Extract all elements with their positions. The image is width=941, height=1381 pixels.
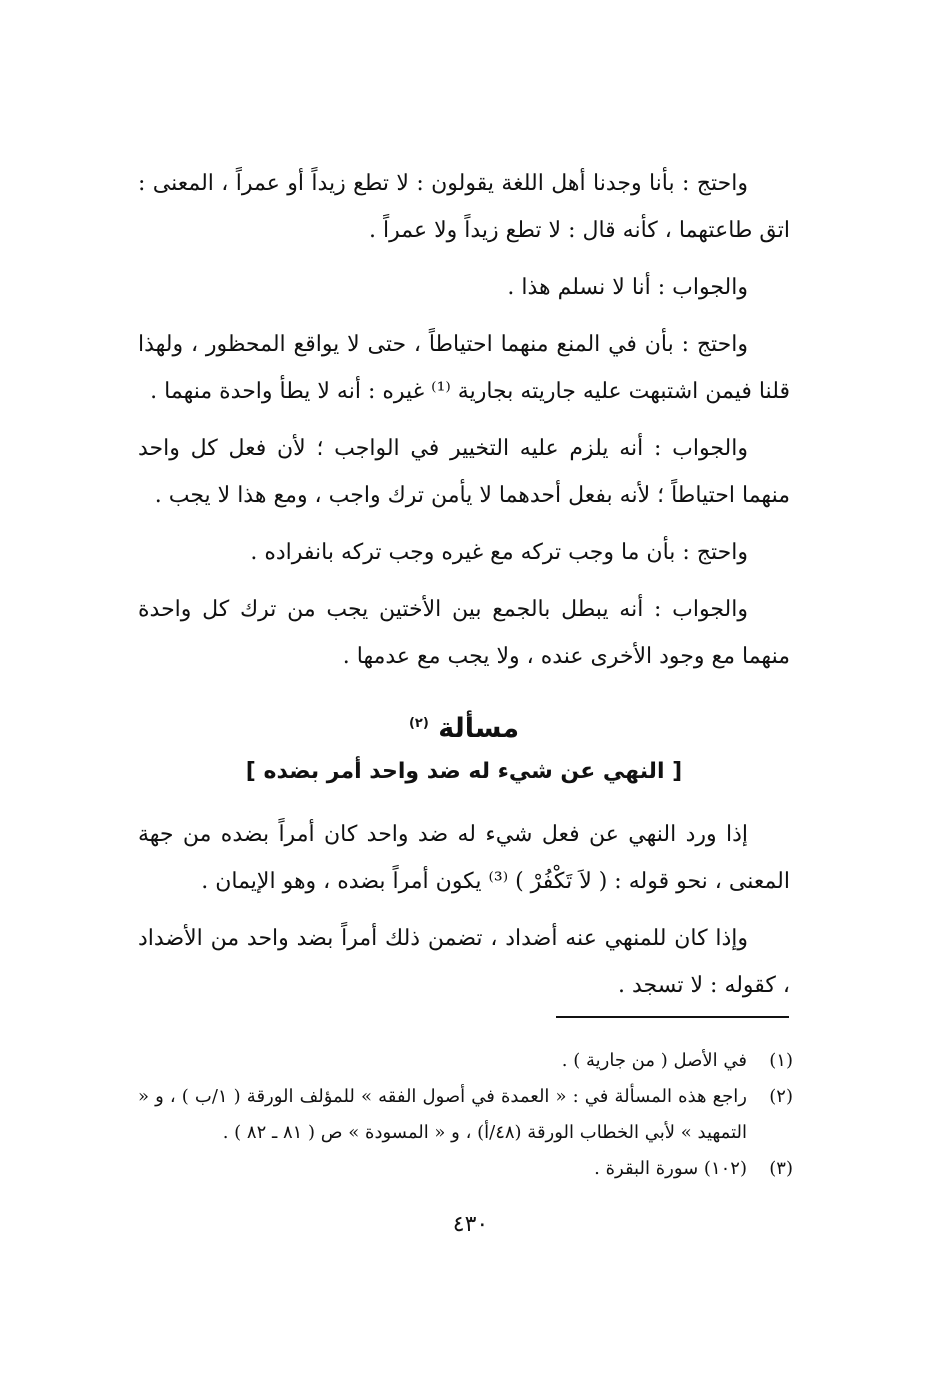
- main-text: [138, 160, 790, 1019]
- footnote-number: (١): [769, 1050, 793, 1071]
- footnote-number: (٣): [769, 1158, 793, 1179]
- paragraph-3: واحتج : بأن في المنع منهما احتياطاً ، حتى لا يواقع المحظور ، ولهذا قلنا فيمن اشتبهت عليه جاريته بجارية ⁽¹⁾ غيره : أنه لا يطأ واحدة منهما .: [138, 332, 790, 404]
- footnote-text: راجع هذه المسألة في : « العمدة في أصول الفقه » للمؤلف الورقة ( ١/ب ) ، و « التمهيد » لأبي الخطاب الورقة (٤٨/أ) ، و « المسودة » ص ( ٨١ ـ ٨٢ ) .: [138, 1086, 748, 1143]
- paragraph-6: والجواب : أنه يبطل بالجمع بين الأختين يجب من ترك كل واحدة منهما مع وجود الأخرى عنده ، ولا يجب مع عدمها .: [138, 597, 790, 669]
- footnote-number: (٢): [769, 1086, 793, 1107]
- paragraph-2: والجواب : أنا لا نسلم هذا .: [507, 275, 748, 300]
- footnote-text: (١٠٢) سورة البقرة .: [594, 1158, 747, 1179]
- section-title: [138, 702, 790, 751]
- section-subtitle: [ النهي عن شيء له ضد واحد أمر بضده ]: [245, 759, 683, 784]
- paragraph-8: وإذا كان للمنهي عنه أضداد ، تضمن ذلك أمراً بضد واحد من الأضداد ، كقوله : لا تسجد .: [138, 926, 790, 998]
- paragraph-5: واحتج : بأن ما وجب تركه مع غيره وجب تركه بانفراده .: [250, 540, 748, 565]
- page-number: ٤٣٠: [452, 1212, 489, 1237]
- footnote-1: [138, 1043, 793, 1079]
- footnote-text: في الأصل ( من جارية ) .: [561, 1050, 747, 1071]
- section-title-text: مسألة: [438, 713, 520, 744]
- footnote-2: [138, 1079, 793, 1151]
- section-heading: [138, 702, 790, 793]
- footnote-divider: [556, 1016, 789, 1018]
- paragraph-4: والجواب : أنه يلزم عليه التخيير في الواجب ؛ لأن فعل كل واحد منهما احتياطاً ؛ لأنه بفعل أحدهما لا يأمن ترك واجب ، ومع هذا لا يجب .: [138, 436, 790, 508]
- footnote-3: [138, 1151, 793, 1187]
- paragraph-1: واحتج : بأنا وجدنا أهل اللغة يقولون : لا تطع زيداً أو عمراً ، المعنى : اتق طاعتهما ، كأنه قال : لا تطع زيداً ولا عمراً .: [138, 171, 790, 243]
- paragraph-7: إذا ورد النهي عن فعل شيء له ضد واحد كان أمراً بضده من جهة المعنى ، نحو قوله : ( لاَ تَكْفُرْ ) ⁽³⁾ يكون أمراً بضده ، وهو الإيمان .: [138, 822, 790, 894]
- section-title-footnote-ref: (٢): [408, 716, 429, 731]
- footnotes: [138, 1043, 793, 1187]
